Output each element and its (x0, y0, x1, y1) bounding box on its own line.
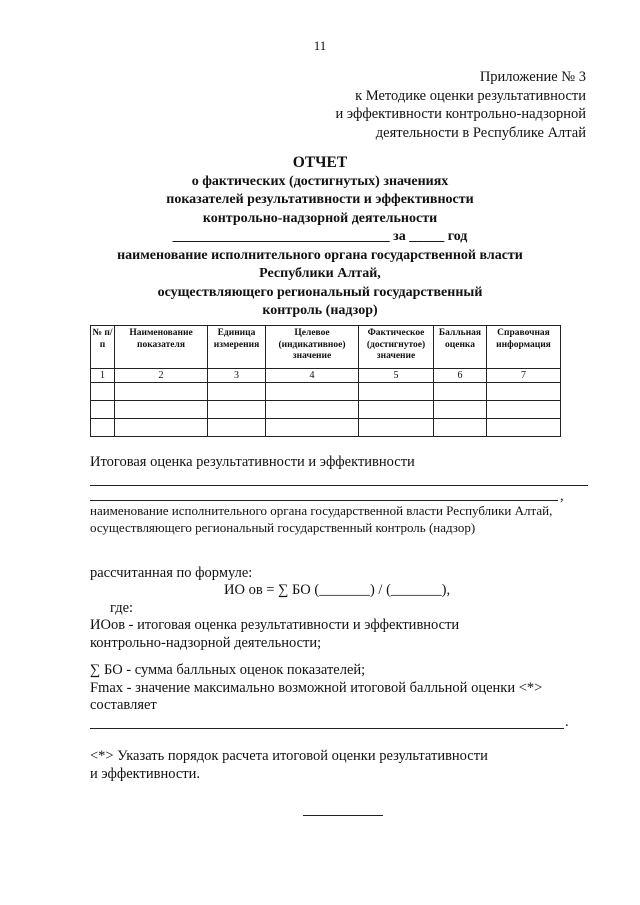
comma: , (560, 488, 564, 504)
title-line: о фактических (достигнутых) значениях (191, 173, 449, 189)
blank-line (90, 485, 588, 486)
appendix-line: к Методике оценки результативности (355, 87, 586, 104)
period: . (565, 714, 569, 730)
table-cell (266, 419, 359, 437)
column-number: 3 (208, 369, 266, 383)
report-title (60, 154, 580, 321)
appendix-line: и эффективности контрольно-надзорной (335, 106, 586, 122)
table-cell (487, 419, 561, 437)
column-number: 5 (359, 369, 434, 383)
table-cell (359, 401, 434, 419)
table-cell (208, 383, 266, 401)
table-row (91, 383, 561, 401)
column-header: Единица измерения (208, 326, 266, 369)
column-header: Целевое (индикативное) значение (266, 326, 359, 369)
formula: ИО ов = ∑ БО (_______) / (_______), (224, 582, 451, 598)
blank-line (90, 728, 564, 729)
column-header: Балльная оценка (434, 326, 487, 369)
table-cell (359, 383, 434, 401)
footnote: <*> Указать порядок расчета итоговой оценки результативности (90, 748, 488, 764)
title-line: показателей результативности и эффективности (166, 192, 474, 207)
table-row (91, 401, 561, 419)
where-label: где: (110, 600, 134, 616)
table-cell (91, 383, 115, 401)
table-cell (266, 401, 359, 419)
table-cell (434, 401, 487, 419)
report-table (90, 325, 561, 437)
title-line: контроль (надзор) (262, 303, 378, 318)
table-cell (115, 383, 208, 401)
definition-io: ИОов - итоговая оценка результативности и эффективности (90, 617, 460, 633)
column-header: № п/п (91, 326, 115, 369)
column-number: 1 (91, 369, 115, 383)
table-cell (487, 383, 561, 401)
total-assessment-label: Итоговая оценка результативности и эффективности (90, 454, 415, 470)
table-cell (115, 401, 208, 419)
org-name-hint: наименование исполнительного органа государственной власти Республики Алтай, (90, 503, 553, 518)
end-rule (303, 815, 383, 816)
formula-label: рассчитанная по формуле: (90, 565, 253, 581)
table-cell (359, 419, 434, 437)
column-header: Фактическое (достигнутое) значение (359, 326, 434, 369)
table-cell (208, 419, 266, 437)
appendix-line: деятельности в Республике Алтай (375, 124, 586, 141)
definition-fmax-cont: составляет (90, 697, 157, 713)
table-row (91, 419, 561, 437)
title-line: _______________________________ за _____ год (172, 229, 468, 244)
title-line: контрольно-надзорной деятельности (202, 210, 438, 226)
title-line: осуществляющего региональный государственный (157, 284, 483, 300)
table-cell (434, 383, 487, 401)
table-header-row (91, 326, 561, 369)
definition-io-cont: контрольно-надзорной деятельности; (90, 635, 322, 651)
column-number: 4 (266, 369, 359, 383)
table-cell (208, 401, 266, 419)
page-number: 11 (313, 38, 327, 53)
column-number: 6 (434, 369, 487, 383)
column-number-row (91, 369, 561, 383)
appendix-header (336, 68, 586, 142)
column-number: 7 (487, 369, 561, 383)
definition-fmax: Fmax - значение максимально возможной итоговой балльной оценки <*> (90, 680, 543, 696)
table-cell (266, 383, 359, 401)
title-line: наименование исполнительного органа государственной власти (117, 247, 523, 263)
table-cell (91, 419, 115, 437)
title-main: ОТЧЕТ (292, 154, 348, 171)
blank-line (90, 500, 558, 501)
table-cell (91, 401, 115, 419)
table-cell (487, 401, 561, 419)
appendix-line: Приложение № 3 (479, 69, 586, 85)
definition-sum: ∑ БО - сумма балльных оценок показателей; (90, 662, 366, 678)
table-cell (434, 419, 487, 437)
table-cell (115, 419, 208, 437)
title-line: Республики Алтай, (259, 266, 381, 281)
org-name-hint: осуществляющего региональный государственный контроль (надзор) (90, 520, 476, 535)
footnote-cont: и эффективности. (90, 766, 200, 782)
column-header: Справочная информация (487, 326, 561, 369)
column-header: Наименование показателя (115, 326, 208, 369)
column-number: 2 (115, 369, 208, 383)
